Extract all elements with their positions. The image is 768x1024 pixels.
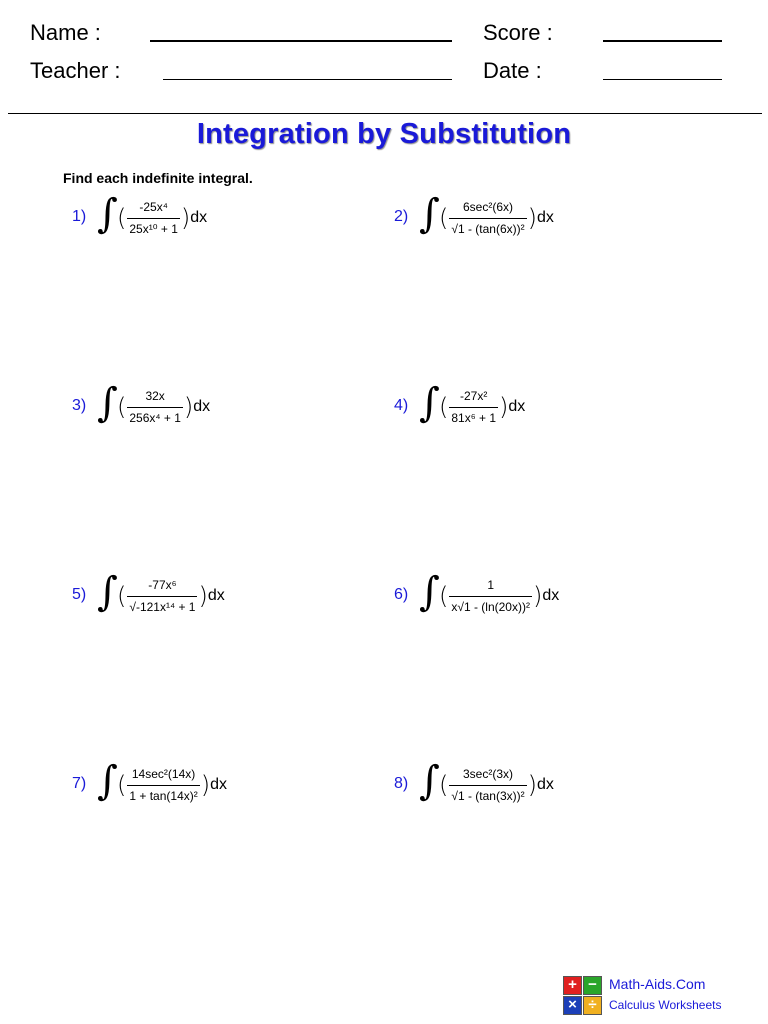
integrand: ( $\frac{\text{-77x⁶}}{\text{√-121x¹⁴ + 1}}$ )dx bbox=[117, 570, 225, 622]
denominator: 256x⁴ + 1 bbox=[127, 407, 183, 427]
integrand: ( $\frac{1}{\text{x√1 - (ln(20x))²}}$ )dx bbox=[439, 570, 559, 622]
numerator: -77x⁶ bbox=[148, 577, 177, 592]
denominator: 1 + tan(14x)² bbox=[127, 785, 199, 805]
problem-number: 6) bbox=[394, 586, 409, 603]
fraction bbox=[449, 388, 498, 427]
denominator: √1 - (tan(6x))² bbox=[449, 218, 526, 238]
differential: dx bbox=[193, 398, 211, 415]
date-label: Date : bbox=[483, 58, 542, 83]
problem-number: 4) bbox=[394, 397, 409, 414]
brand-subtitle: Calculus Worksheets bbox=[609, 998, 722, 1012]
denominator: √1 - (tan(3x))² bbox=[449, 785, 526, 805]
problem-8 bbox=[394, 755, 694, 815]
integrand: ( $\frac{\text{14sec²(14x)}}{\text{1 + tan(14x)²}}$ )dx bbox=[117, 759, 227, 811]
integral-sign: ∫ bbox=[419, 569, 440, 615]
denominator: x√1 - (ln(20x))² bbox=[449, 596, 532, 616]
differential: dx bbox=[210, 776, 228, 793]
name-field-line[interactable] bbox=[150, 40, 452, 42]
problem-number: 1) bbox=[72, 208, 87, 225]
differential: dx bbox=[190, 209, 208, 226]
problem-number: 7) bbox=[72, 775, 87, 792]
fraction bbox=[449, 766, 526, 805]
integral-sign: ∫ bbox=[97, 758, 118, 804]
score-label: Score : bbox=[483, 20, 553, 45]
differential: dx bbox=[508, 398, 526, 415]
brand-name[interactable]: Math-Aids.Com bbox=[609, 976, 706, 992]
denominator: 25x¹⁰ + 1 bbox=[127, 218, 180, 238]
integrand: ( $\frac{\text{-27x²}}{\text{81x⁶ + 1}}$ )dx bbox=[439, 381, 525, 433]
numerator: 14sec²(14x) bbox=[131, 766, 196, 781]
instructions: Find each indefinite integral. bbox=[63, 170, 253, 186]
fraction bbox=[127, 577, 197, 616]
integrand: ( $\frac{\text{6sec²(6x)}}{\text{√1 - (tan(6x))²}}$ )dx bbox=[439, 192, 554, 244]
problem-number: 2) bbox=[394, 208, 409, 225]
score-field-line[interactable] bbox=[603, 40, 722, 42]
math-operators-icon bbox=[563, 976, 603, 1016]
integral-sign: ∫ bbox=[419, 758, 440, 804]
integral-sign: ∫ bbox=[97, 191, 118, 237]
problem-number: 8) bbox=[394, 775, 409, 792]
problem-2 bbox=[394, 188, 694, 248]
problem-5 bbox=[72, 566, 372, 626]
worksheet-title: Integration by Substitution bbox=[196, 118, 572, 150]
fraction bbox=[127, 766, 199, 805]
fraction bbox=[127, 388, 183, 427]
fraction bbox=[449, 577, 532, 616]
integral-sign: ∫ bbox=[419, 191, 440, 237]
problem-3 bbox=[72, 377, 372, 437]
differential: dx bbox=[542, 587, 560, 604]
differential: dx bbox=[537, 776, 554, 793]
numerator: -25x⁴ bbox=[139, 199, 168, 214]
fraction bbox=[449, 199, 526, 238]
fraction bbox=[127, 199, 180, 238]
integral-sign: ∫ bbox=[97, 380, 118, 426]
differential: dx bbox=[537, 209, 554, 226]
integrand: ( $\frac{\text{-25x⁴}}{\text{25x¹⁰ + 1}}$ )dx bbox=[117, 192, 207, 244]
denominator: 81x⁶ + 1 bbox=[449, 407, 498, 427]
date-field-line[interactable] bbox=[603, 79, 722, 80]
problem-4 bbox=[394, 377, 694, 437]
numerator: -27x² bbox=[460, 388, 488, 403]
problem-number: 5) bbox=[72, 586, 87, 603]
name-label: Name : bbox=[30, 20, 101, 45]
teacher-field-line[interactable] bbox=[163, 79, 452, 80]
numerator: 3sec²(3x) bbox=[463, 766, 514, 781]
numerator: 32x bbox=[145, 388, 165, 403]
teacher-label: Teacher : bbox=[30, 58, 121, 83]
problem-6 bbox=[394, 566, 694, 626]
numerator: 1 bbox=[487, 577, 495, 592]
minus-icon: − bbox=[583, 976, 602, 995]
problem-number: 3) bbox=[72, 397, 87, 414]
denominator: √-121x¹⁴ + 1 bbox=[127, 596, 197, 616]
integrand: ( $\frac{32x}{\text{256x⁴ + 1}}$ )dx bbox=[117, 381, 210, 433]
differential: dx bbox=[207, 587, 225, 604]
divide-icon: ÷ bbox=[583, 996, 602, 1015]
plus-icon: + bbox=[563, 976, 582, 995]
problem-7 bbox=[72, 755, 372, 815]
math-aids-logo[interactable] bbox=[563, 976, 743, 1016]
numerator: 6sec²(6x) bbox=[463, 199, 514, 214]
problem-1 bbox=[72, 188, 372, 248]
integral-sign: ∫ bbox=[97, 569, 118, 615]
integral-sign: ∫ bbox=[419, 380, 440, 426]
times-icon: × bbox=[563, 996, 582, 1015]
integrand: ( $\frac{\text{3sec²(3x)}}{\text{√1 - (tan(3x))²}}$ )dx bbox=[439, 759, 554, 811]
